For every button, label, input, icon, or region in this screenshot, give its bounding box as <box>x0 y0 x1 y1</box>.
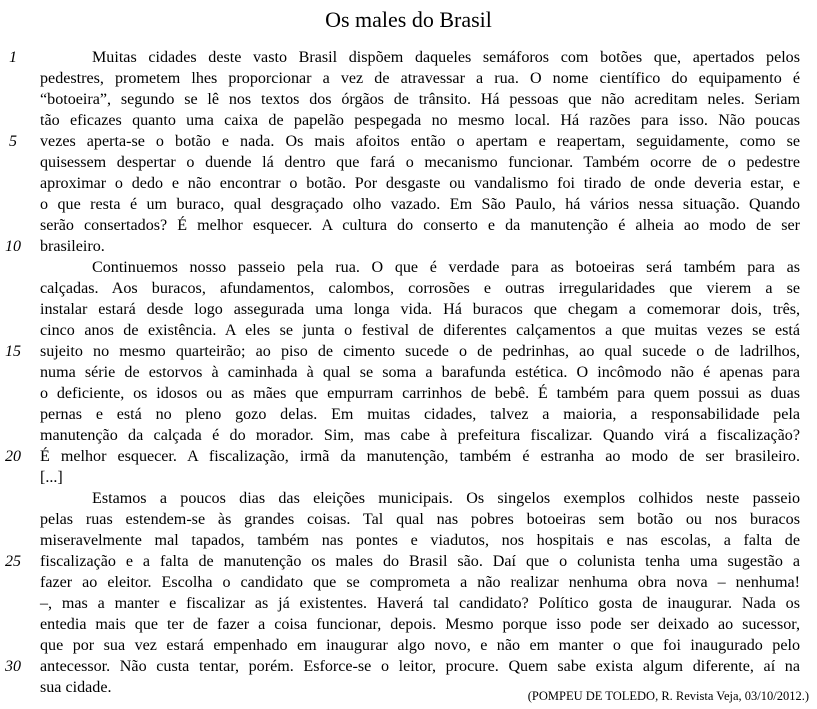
text-line: cinco anos de existência. A eles se junta o festival de diferentes calçamentos a que muitas vezes se está <box>40 322 800 339</box>
text-line: o deficiente, os idosos ou as mães que empurram carrinhos de bebê. É também para quem possui as duas <box>40 385 800 402</box>
text-line: Muitas cidades deste vasto Brasil dispõem daqueles semáforos com botões que, apertados pelos <box>92 49 800 66</box>
text-line: calçadas. Aos buracos, afundamentos, calombos, corrosões e outras irregularidades que vierem a se <box>40 280 800 297</box>
line-number-25: 25 <box>5 553 21 570</box>
text-line: fiscalização e a falta de manutenção os males do Brasil são. Daí que o colunista tenha uma sugestão a <box>40 553 800 570</box>
text-line: serão consertados? É melhor esquecer. A cultura do conserto e da manutenção é alheia ao modo de ser <box>40 217 800 234</box>
text-line: entedia mais que ter de fazer a coisa funcionar, depois. Mesmo porque isso pode ser deixado ao sucessor, <box>40 616 800 633</box>
text-line: É melhor esquecer. A fiscalização, irmã da manutenção, também é estranha ao modo de ser brasileiro. <box>40 448 800 465</box>
text-line: o que resta é um buraco, qual desgraçado olho vazado. Em São Paulo, há vários nessa situação. Quando <box>40 196 800 213</box>
text-line: manutenção da calçada é do morador. Sim, mas cabe à prefeitura fiscalizar. Quando virá a fiscalização? <box>40 427 800 444</box>
ellipsis-marker: [...] <box>40 469 63 486</box>
line-number-1: 1 <box>9 49 17 66</box>
text-line: instalar estará desde logo assegurada uma longa vida. Há buracos que chegam a comemorar dois, três, <box>40 301 800 318</box>
text-line: brasileiro. <box>40 238 105 255</box>
line-number-5: 5 <box>9 133 17 150</box>
text-line: numa série de estorvos à caminhada à qual se soma a barafunda estética. O incômodo não é apenas para <box>40 364 800 381</box>
text-line: aproximar o dedo e não encontrar o botão. Por desgaste ou vandalismo foi tirado de onde deveria estar, e <box>40 175 800 192</box>
source-citation: (POMPEU DE TOLEDO, R. Revista Veja, 03/10/2012.) <box>527 689 809 703</box>
text-line: vezes aperta-se o botão e nada. Os mais afoitos então o apertam e reapertam, seguidamente, como se <box>40 133 800 150</box>
text-line: tão eficazes quanto uma caixa de papelão pespegada no mesmo local. Há razões para isso. Não poucas <box>40 112 800 129</box>
text-line: –, mas a manter e fiscalizar as já existentes. Haverá tal candidato? Político gosta de inaugurar. Nada os <box>40 595 800 612</box>
line-number-10: 10 <box>5 238 21 255</box>
text-line: sujeito no mesmo quarteirão; ao piso de cimento sucede o de pedrinhas, ao qual sucede o de ladrilhos, <box>40 343 800 360</box>
text-line: “botoeira”, segundo se lê nos textos dos órgãos de trânsito. Há pessoas que não acreditam neles. Seriam <box>40 91 800 108</box>
line-number-20: 20 <box>5 448 21 465</box>
text-line: que por sua vez estará empenhado em inaugurar algo novo, e não em manter o que foi inaugurado pelo <box>40 637 800 654</box>
text-line: pedestres, prometem lhes proporcionar a vez de atravessar a rua. O nome científico do equipamento é <box>40 70 800 87</box>
line-number-15: 15 <box>5 343 21 360</box>
text-line: fazer ao eleitor. Escolha o candidato que se comprometa a não realizar nenhuma obra nova – nenhuma! <box>40 574 800 591</box>
text-line: pelas ruas estendem-se às grandes coisas. Tal qual nas pobres botoeiras sem botão ou nos buracos <box>40 511 800 528</box>
text-line: sua cidade. <box>40 679 112 696</box>
text-line: pernas e está no pleno gozo delas. Em muitas cidades, talvez a maioria, a responsabilidade pela <box>40 406 800 423</box>
text-line: quisessem despertar o duende lá dentro que fará o mecanismo funcionar. Também ocorre de o pedestre <box>40 154 800 171</box>
text-line: Continuemos nosso passeio pela rua. O que é verdade para as botoeiras será também para as <box>92 259 800 276</box>
text-line: antecessor. Não custa tentar, porém. Esforce-se o leitor, procure. Quem sabe exista algum diferente, aí na <box>40 658 800 675</box>
text-line: Estamos a poucos dias das eleições municipais. Os singelos exemplos colhidos neste passeio <box>92 490 800 507</box>
text-line: miseravelmente mal tapados, também nas pontes e viadutos, nos hospitais e nas escolas, a falta de <box>40 532 800 549</box>
line-number-30: 30 <box>5 658 21 675</box>
document-title: Os males do Brasil <box>325 7 492 32</box>
